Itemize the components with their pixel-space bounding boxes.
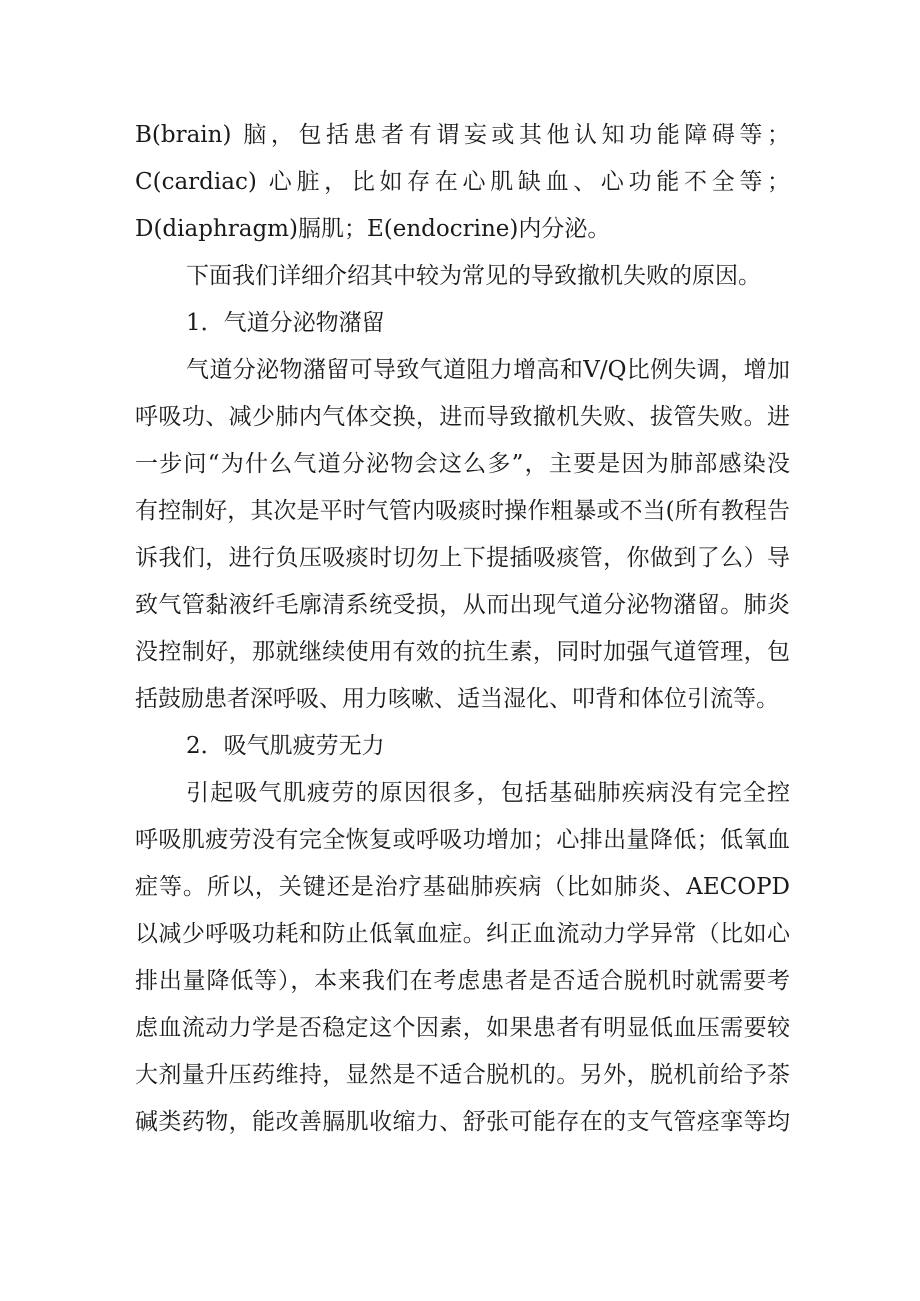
text-line: 诉我们，进行负压吸痰时切勿上下提插吸痰管，你做到了么）导 xyxy=(135,545,790,571)
text-line: 碱类药物，能改善膈肌收缩力、舒张可能存在的支气管痉挛等均 xyxy=(135,1109,790,1135)
text-line: 呼吸肌疲劳没有完全恢复或呼吸功增加；心排出量降低；低氧血 xyxy=(135,827,790,853)
document-body xyxy=(135,112,790,1146)
text-line: 有控制好，其次是平时气管内吸痰时操作粗暴或不当(所有教程告 xyxy=(135,498,790,524)
text-line: 气道分泌物潴留可导致气道阻力增高和V/Q比例失调，增加 xyxy=(186,357,790,383)
text-line: C(cardiac) 心脏，比如存在心肌缺血、心功能不全等； xyxy=(135,169,790,195)
text-line: 引起吸气肌疲劳的原因很多，包括基础肺疾病没有完全控 xyxy=(186,780,790,806)
text-line: 下面我们详细介绍其中较为常见的导致撤机失败的原因。 xyxy=(186,263,761,289)
text-line: 大剂量升压药维持，显然是不适合脱机的。另外，脱机前给予茶 xyxy=(135,1062,790,1088)
text-line: 没控制好，那就继续使用有效的抗生素，同时加强气道管理，包 xyxy=(135,639,790,665)
text-line: 致气管黏液纤毛廓清系统受损，从而出现气道分泌物潴留。肺炎 xyxy=(135,592,790,618)
section-heading: 2．吸气肌疲劳无力 xyxy=(186,733,385,759)
text-line: 症等。所以，关键还是治疗基础肺疾病（比如肺炎、AECOPD xyxy=(135,874,790,900)
text-line: B(brain) 脑，包括患者有谓妄或其他认知功能障碍等； xyxy=(135,122,790,148)
text-line: 括鼓励患者深呼吸、用力咳嗽、适当湿化、叩背和体位引流等。 xyxy=(135,686,779,712)
section-heading: 1．气道分泌物潴留 xyxy=(186,310,385,336)
text-line: 一步问“为什么气道分泌物会这么多”，主要是因为肺部感染没 xyxy=(135,451,790,477)
text-line: 以减少呼吸功耗和防止低氧血症。纠正血流动力学异常（比如心 xyxy=(135,921,790,947)
text-line: D(diaphragm)膈肌；E(endocrine)内分泌。 xyxy=(135,216,611,242)
text-line: 排出量降低等），本来我们在考虑患者是否适合脱机时就需要考 xyxy=(135,968,790,994)
text-line: 呼吸功、减少肺内气体交换，进而导致撤机失败、拔管失败。进 xyxy=(135,404,790,430)
text-line: 虑血流动力学是否稳定这个因素，如果患者有明显低血压需要较 xyxy=(135,1015,790,1041)
